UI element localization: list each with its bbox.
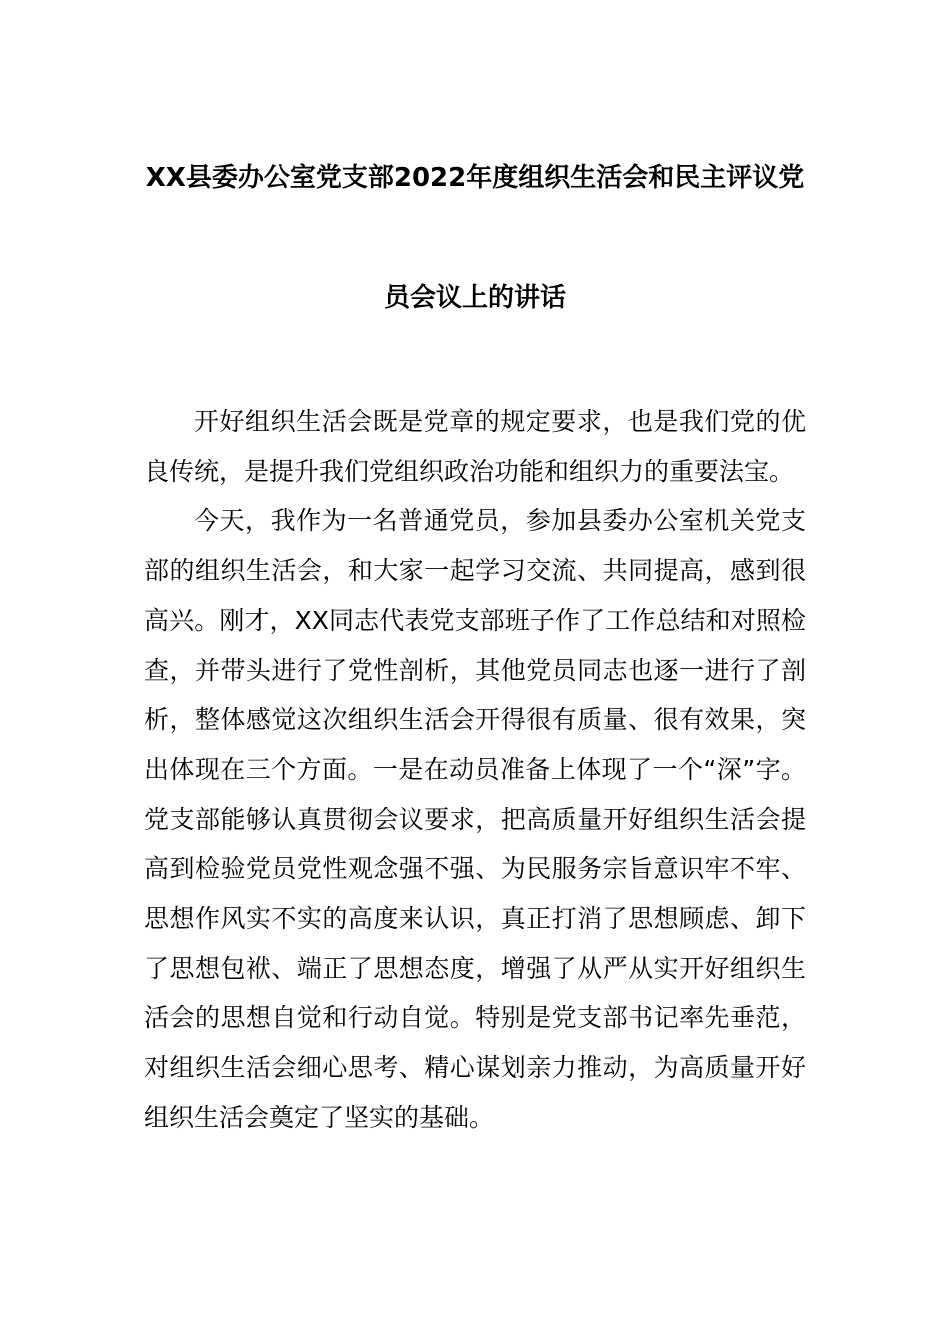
document-title-line-1: XX县委办公室党支部2022年度组织生活会和民主评议党 xyxy=(145,163,805,193)
paragraph-1: 开好组织生活会既是党章的规定要求，也是我们党的优良传统，是提升我们党组织政治功能和组织力的重要法宝。 xyxy=(144,407,806,486)
document-body xyxy=(144,397,806,1143)
document-title-line-2: 员会议上的讲话 xyxy=(383,283,566,313)
paragraph-2: 今天，我作为一名普通党员，参加县委办公室机关党支部的组织生活会，和大家一起学习交流、共同提高，感到很高兴。刚才，XX同志代表党支部班子作了工作总结和对照检查，并带头进行了党性剖析，其他党员同志也逐一进行了剖析，整体感觉这次组织生活会开得很有质量、很有效果，突出体现在三个方面。一是在动员准备上体现了一个“深”字。党支部能够认真贯彻会议要求，把高质量开好组织生活会提高到检验党员党性观念强不强、为民服务宗旨意识牢不牢、思想作风实不实的高度来认识，真正打消了思想顾虑、卸下了思想包袱、端正了思想态度，增强了从严从实开好组织生活会的思想自觉和行动自觉。特别是党支部书记率先垂范，对组织生活会细心思考、精心谋划亲力推动，为高质量开好组织生活会奠定了坚实的基础。 xyxy=(144,506,806,1132)
